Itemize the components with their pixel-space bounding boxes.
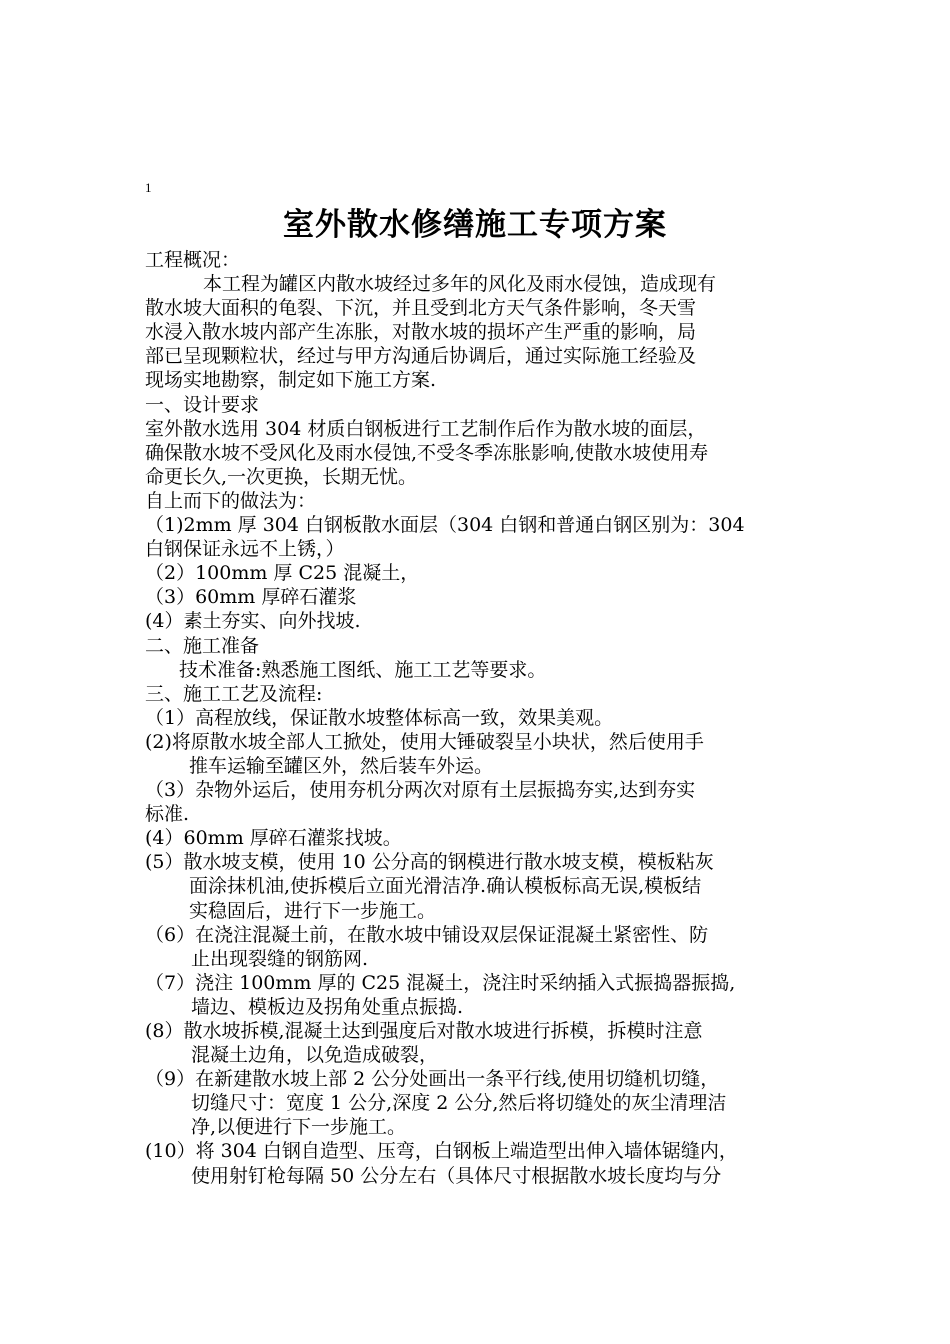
design-paragraph-line: 命更长久,一次更换，长期无忧。 xyxy=(145,465,418,488)
process-step-continued: 净,以便进行下一步施工。 xyxy=(191,1116,407,1139)
layer-item: （2）100mm 厚 C25 混凝土， xyxy=(145,562,420,585)
process-step-continued: 标准. xyxy=(145,803,190,826)
process-step-continued: 切缝尺寸：宽度 1 公分,深度 2 公分,然后将切缝处的灰尘清理洁 xyxy=(191,1092,727,1115)
overview-paragraph-line: 现场实地勘察，制定如下施工方案. xyxy=(145,369,437,392)
process-step: (5）散水坡支模，使用 10 公分高的钢模进行散水坡支模，模板粘灰 xyxy=(145,851,714,874)
process-step-continued: 止出现裂缝的钢筋网. xyxy=(191,947,369,970)
layer-item: （1)2mm 厚 304 白钢板散水面层（304 白钢和普通白钢区别为：304 xyxy=(145,514,745,537)
document-body xyxy=(145,248,817,1188)
section-heading-overview: 工程概况： xyxy=(145,249,241,271)
layer-item: （3）60mm 厚碎石灌浆 xyxy=(145,586,357,609)
process-step: (4）60mm 厚碎石灌浆找坡。 xyxy=(145,827,402,850)
overview-paragraph-line: 散水坡大面积的龟裂、下沉，并且受到北方天气条件影响，冬天雪 xyxy=(145,297,697,320)
design-paragraph-line: 室外散水选用 304 材质白钢板进行工艺制作后作为散水坡的面层， xyxy=(145,417,707,440)
preparation-text: 技术准备:熟悉施工图纸、施工工艺等要求。 xyxy=(179,658,547,681)
overview-paragraph-line: 本工程为罐区内散水坡经过多年的风化及雨水侵蚀，造成现有 xyxy=(203,273,717,296)
layer-item: (4）素土夯实、向外找坡. xyxy=(145,610,361,633)
process-step: （1）高程放线，保证散水坡整体标高一致，效果美观。 xyxy=(145,706,614,729)
document-title: 室外散水修缮施工专项方案 xyxy=(283,207,667,243)
overview-paragraph-line: 水浸入散水坡内部产生冻胀，对散水坡的损坏产生严重的影响，局 xyxy=(145,321,697,344)
process-step: （7）浇注 100mm 厚的 C25 混凝土，浇注时采纳插入式振捣器振捣, xyxy=(145,971,736,994)
design-paragraph-line: 确保散水坡不受风化及雨水侵蚀,不受冬季冻胀影响,使散水坡使用寿 xyxy=(145,441,709,464)
section-heading-design: 一、设计要求 xyxy=(145,393,260,416)
process-step-continued: 混凝土边角，以免造成破裂， xyxy=(191,1044,439,1067)
process-step: （3）杂物外运后，使用夯机分两次对原有土层振捣夯实,达到夯实 xyxy=(145,779,696,802)
process-step-continued: 推车运输至罐区外，然后装车外运。 xyxy=(189,754,494,777)
section-heading-process: 三、施工工艺及流程: xyxy=(145,682,323,705)
process-step: （9）在新建散水坡上部 2 公分处画出一条平行线,使用切缝机切缝， xyxy=(145,1068,720,1091)
section-heading-preparation: 二、施工准备 xyxy=(145,634,260,657)
page-number: 1 xyxy=(145,180,152,195)
process-step: (8）散水坡拆模,混凝土达到强度后对散水坡进行拆模，拆模时注意 xyxy=(145,1020,703,1042)
process-step: （6）在浇注混凝土前，在散水坡中铺设双层保证混凝土紧密性、防 xyxy=(145,923,709,946)
process-step-continued: 墙边、模板边及拐角处重点振捣. xyxy=(191,995,464,1018)
process-step-continued: 面涂抹机油,使拆模后立面光滑洁净.确认模板标高无误,模板结 xyxy=(189,875,702,898)
process-step-continued: 实稳固后，进行下一步施工。 xyxy=(189,899,437,922)
process-step-continued: 使用射钉枪每隔 50 公分左右（具体尺寸根据散水坡长度均与分 xyxy=(191,1164,722,1187)
overview-paragraph-line: 部已呈现颗粒状，经过与甲方沟通后协调后，通过实际施工经验及 xyxy=(145,345,697,368)
layer-item-continued: 白钢保证永远不上锈，） xyxy=(145,538,345,561)
layers-intro: 自上而下的做法为： xyxy=(145,489,317,512)
process-step: (2)将原散水坡全部人工掀处，使用大锤破裂呈小块状，然后使用手 xyxy=(145,730,704,753)
process-step: (10）将 304 白钢自造型、压弯，白钢板上端造型出伸入墙体锯缝内， xyxy=(145,1140,738,1163)
